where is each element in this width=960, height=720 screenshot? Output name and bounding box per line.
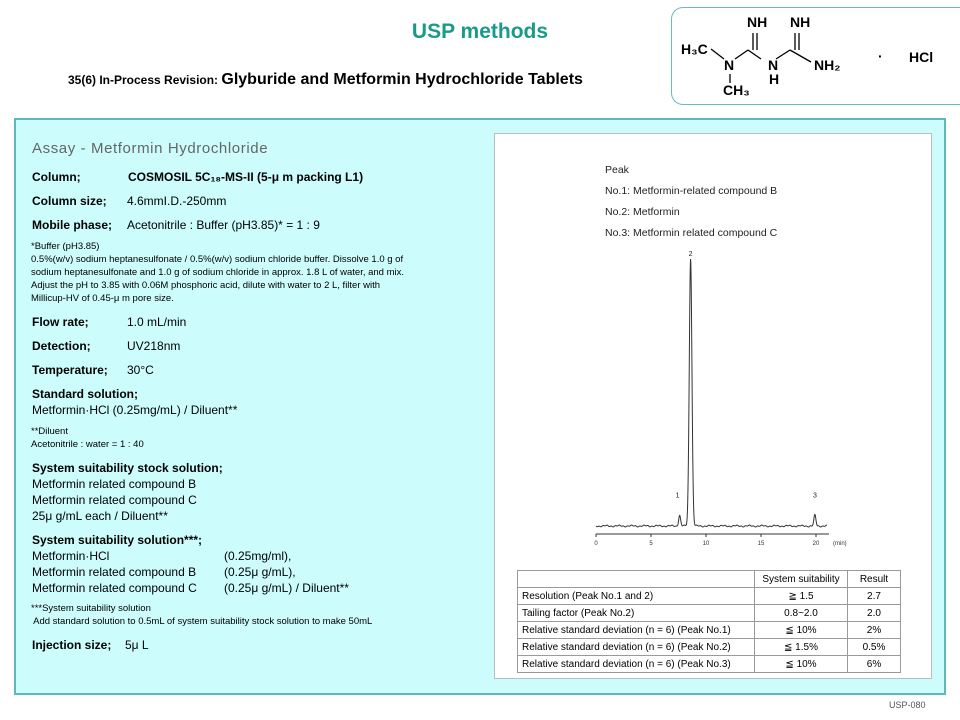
n-left-label: N xyxy=(724,57,735,73)
column-row xyxy=(32,170,364,184)
peak-label: 3 xyxy=(812,492,817,500)
revision-subtitle xyxy=(68,71,583,89)
chromatogram-chart xyxy=(494,240,930,560)
table-cell: Relative standard deviation (n = 6) (Peak No.1) xyxy=(518,622,755,639)
suit-row-name: Metformin related compound C xyxy=(32,581,197,595)
table-cell: ≦ 10% xyxy=(755,656,848,673)
suit-row-name: Metformin related compound B xyxy=(32,565,197,579)
suitability-solution-block xyxy=(32,532,432,596)
injection-value: 5μ L xyxy=(125,638,149,652)
table-row xyxy=(518,639,901,656)
product-name: Glyburide and Metformin Hydrochloride Tablets xyxy=(221,71,583,88)
buffer-note-line: *Buffer (pH3.85) xyxy=(31,241,100,252)
table-cell: ≦ 10% xyxy=(755,622,848,639)
legend-line: No.1: Metformin-related compound B xyxy=(605,185,778,197)
ch3-label: CH₃ xyxy=(723,82,750,98)
flow-rate-value: 1.0 mL/min xyxy=(127,315,187,329)
buffer-note-line: 0.5%(w/v) sodium heptanesulfonate / 0.5%(w/v) sodium chloride buffer. Dissolve 1.0 g of xyxy=(31,254,404,265)
assay-title: Assay - Metformin Hydrochloride xyxy=(32,140,269,157)
suit-row-name: Metformin·HCl xyxy=(32,549,110,563)
stock-line: 25μ g/mL each / Diluent** xyxy=(32,509,168,523)
nh-left-label: NH xyxy=(747,14,768,30)
suit-note-line: ***System suitability solution xyxy=(31,603,151,614)
standard-solution-block xyxy=(32,387,237,417)
buffer-note xyxy=(31,240,404,305)
suit-row-conc: (0.25mg/ml), xyxy=(224,549,292,563)
diluent-note-line: Acetonitrile : water = 1 : 40 xyxy=(31,439,144,450)
peak-label: 2 xyxy=(688,251,693,258)
table-cell: 0.8~2.0 xyxy=(755,605,848,622)
nh-right-label: NH xyxy=(790,14,811,30)
table-cell: Relative standard deviation (n = 6) (Peak No.2) xyxy=(518,639,755,656)
table-cell: ≦ 1.5% xyxy=(755,639,848,656)
column-size-row xyxy=(32,194,227,208)
table-header-cell: Result xyxy=(848,571,901,588)
flow-rate-label: Flow rate; xyxy=(32,315,89,329)
x-tick-label: 15 xyxy=(757,541,765,547)
suit-row xyxy=(32,564,432,580)
suit-row xyxy=(32,548,432,564)
column-size-label: Column size; xyxy=(32,194,107,208)
buffer-note-line: Adjust the pH to 3.85 with 0.06M phosphoric acid, dilute with water to 2 L, filter with xyxy=(31,280,381,291)
table-header-cell xyxy=(518,571,755,588)
x-unit-label: (min) xyxy=(833,541,847,547)
page-title: USP methods xyxy=(411,20,549,43)
dot-label: · xyxy=(878,48,883,64)
table-cell: 2.7 xyxy=(848,588,901,605)
suit-note-line: Add standard solution to 0.5mL of system suitability stock solution to make 50mL xyxy=(31,616,373,627)
column-value: COSMOSIL 5C₁₈-MS-II (5-μ m packing L1) xyxy=(128,170,364,184)
temperature-label: Temperature; xyxy=(32,363,108,377)
suit-row-conc: (0.25μ g/mL), xyxy=(224,565,296,579)
column-label: Column; xyxy=(32,170,81,184)
table-row xyxy=(518,656,901,673)
table-cell: 0.5% xyxy=(848,639,901,656)
slide-code: USP-080 xyxy=(889,700,926,710)
table-cell: ≧ 1.5 xyxy=(755,588,848,605)
diluent-note xyxy=(31,425,144,451)
table-row xyxy=(518,622,901,639)
table-cell: 2.0 xyxy=(848,605,901,622)
peak-label: 1 xyxy=(675,492,680,500)
buffer-note-line: sodium heptanesulfonate and 1.0 g of sodium chloride in approx. 1.8 L of water, and mix. xyxy=(31,267,405,278)
table-header-row xyxy=(518,571,901,588)
x-tick-label: 5 xyxy=(649,541,653,547)
suit-note xyxy=(31,602,372,628)
table-cell: 2% xyxy=(848,622,901,639)
mobile-phase-row xyxy=(32,218,320,232)
flow-rate-row xyxy=(32,315,187,329)
temperature-row xyxy=(32,363,154,377)
hcl-label: HCl xyxy=(909,49,934,65)
legend-line: No.2: Metformin xyxy=(605,206,680,218)
standard-label: Standard solution; xyxy=(32,387,138,401)
table-row xyxy=(518,605,901,622)
table-cell: 6% xyxy=(848,656,901,673)
suit-label: System suitability solution***; xyxy=(32,533,203,547)
standard-value: Metformin·HCl (0.25mg/mL) / Diluent** xyxy=(32,403,238,417)
suitability-table xyxy=(517,570,901,673)
h-label: H xyxy=(769,71,780,87)
suit-row-conc: (0.25μ g/mL) / Diluent** xyxy=(224,581,349,595)
legend-line: Peak xyxy=(605,164,629,176)
table-cell: Resolution (Peak No.1 and 2) xyxy=(518,588,755,605)
x-tick-label: 0 xyxy=(594,541,598,547)
detection-row xyxy=(32,339,181,353)
column-size-value: 4.6mmI.D.-250mm xyxy=(127,194,227,208)
detection-value: UV218nm xyxy=(127,339,181,353)
x-tick-label: 10 xyxy=(702,541,710,547)
diluent-note-line: **Diluent xyxy=(31,426,68,437)
x-tick-label: 20 xyxy=(812,541,820,547)
legend-line: No.3: Metformin related compound C xyxy=(605,227,778,239)
table-row xyxy=(518,588,901,605)
peak-legend xyxy=(605,160,777,244)
stock-label: System suitability stock solution; xyxy=(32,461,223,475)
peak-labels xyxy=(676,251,817,499)
table-cell: Relative standard deviation (n = 6) (Peak No.3) xyxy=(518,656,755,673)
nh2-label: NH₂ xyxy=(814,57,841,73)
stock-line: Metformin related compound C xyxy=(32,493,197,507)
metformin-hcl-structure xyxy=(671,7,960,105)
chromatogram-trace xyxy=(596,259,827,527)
suit-row xyxy=(32,580,432,596)
x-ticks xyxy=(594,534,820,547)
mobile-phase-value: Acetonitrile : Buffer (pH3.85)* = 1 : 9 xyxy=(127,218,320,232)
revision-prefix: 35(6) In-Process Revision: xyxy=(68,73,222,87)
injection-label: Injection size; xyxy=(32,638,112,652)
stock-line: Metformin related compound B xyxy=(32,477,197,491)
h3c-label: H₃C xyxy=(681,41,708,57)
buffer-note-line: Millicup-HV of 0.45-μ m pore size. xyxy=(31,293,174,304)
n-right-label: N xyxy=(768,57,779,73)
table-cell: Tailing factor (Peak No.2) xyxy=(518,605,755,622)
temperature-value: 30°C xyxy=(127,363,154,377)
mobile-phase-label: Mobile phase; xyxy=(32,218,113,232)
table-header-cell: System suitability xyxy=(755,571,848,588)
detection-label: Detection; xyxy=(32,339,91,353)
injection-row xyxy=(32,638,149,652)
stock-solution-block xyxy=(32,460,223,524)
